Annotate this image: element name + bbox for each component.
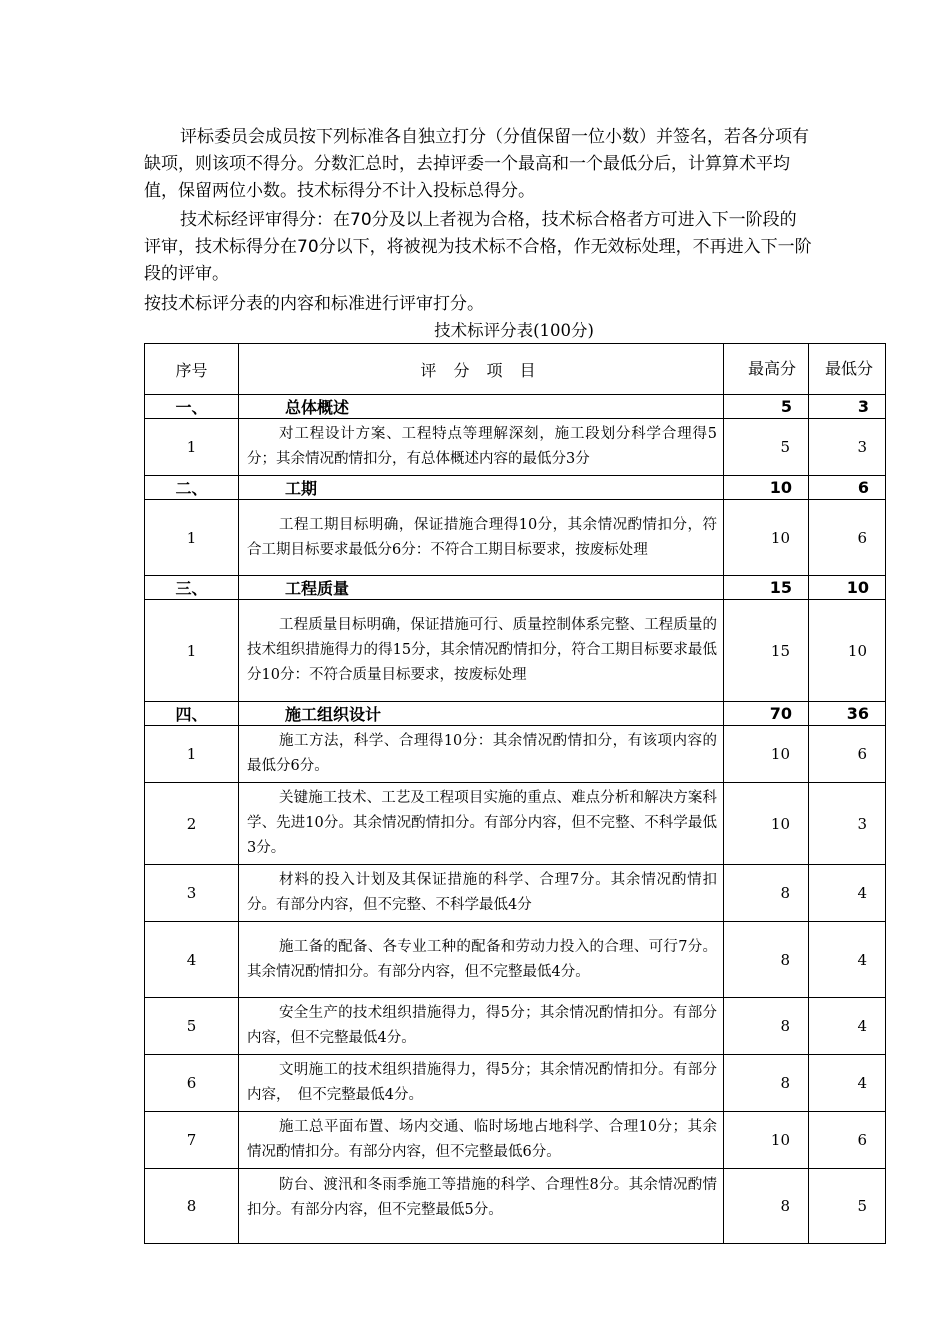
row-max: 15 [724,576,809,600]
row-max: 8 [724,865,809,922]
row-no: 4 [145,922,239,998]
row-no: 8 [145,1169,239,1244]
row-max: 5 [724,395,809,419]
table-row [145,726,886,783]
row-max: 8 [724,998,809,1055]
row-min: 10 [809,576,886,600]
row-item: 施工方法，科学、合理得10分：其余情况酌情扣分，有该项内容的最低分6分。 [239,726,724,783]
row-min: 4 [809,998,886,1055]
table-row [145,419,886,476]
row-min: 4 [809,1055,886,1112]
row-no: 1 [145,500,239,576]
row-max: 10 [724,1112,809,1169]
scoring-table [144,343,886,1244]
row-no: 5 [145,998,239,1055]
row-no: 二、 [145,476,239,500]
row-no: 1 [145,419,239,476]
row-min: 5 [809,1169,886,1244]
row-no: 7 [145,1112,239,1169]
row-no: 3 [145,865,239,922]
table-row [145,1112,886,1169]
intro-paragraph-1: 评标委员会成员按下列标准各自独立打分（分值保留一位小数）并签名，若各分项有缺项，则该项不得分。分数汇总时，去掉评委一个最高和一个最低分后，计算算术平均值，保留两位小数。技术标得分不计入投标总得分。 [144,127,809,201]
row-item: 工程质量 [239,576,724,600]
row-min: 6 [809,1112,886,1169]
row-no: 6 [145,1055,239,1112]
table-row [145,1169,886,1244]
row-item: 材料的投入计划及其保证措施的科学、合理7分。其余情况酌情扣分。有部分内容，但不完整、不科学最低4分 [239,865,724,922]
row-min: 6 [809,500,886,576]
row-no: 1 [145,600,239,702]
row-min: 3 [809,783,886,865]
row-max: 10 [724,476,809,500]
intro-paragraph-3: 按技术标评分表的内容和标准进行评审打分。 [144,294,484,314]
row-item: 关键施工技术、工艺及工程项目实施的重点、难点分析和解决方案科学、先进10分。其余情况酌情扣分。有部分内容，但不完整、不科学最低3分。 [239,783,724,865]
row-no: 2 [145,783,239,865]
table-row [145,600,886,702]
row-no: 四、 [145,702,239,726]
row-item: 文明施工的技术组织措施得力，得5分；其余情况酌情扣分。有部分内容， 但不完整最低4分。 [239,1055,724,1112]
row-item: 安全生产的技术组织措施得力，得5分；其余情况酌情扣分。有部分内容，但不完整最低4分。 [239,998,724,1055]
row-item: 工期 [239,476,724,500]
header-no: 序号 [145,344,239,395]
row-no: 一、 [145,395,239,419]
table-row [145,922,886,998]
row-max: 10 [724,500,809,576]
row-max: 8 [724,1169,809,1244]
table-row [145,865,886,922]
table-row [145,998,886,1055]
row-max: 70 [724,702,809,726]
row-max: 15 [724,600,809,702]
table-section-row [145,576,886,600]
row-item: 施工备的配备、各专业工种的配备和劳动力投入的合理、可行7分。其余情况酌情扣分。有部分内容，但不完整最低4分。 [239,922,724,998]
row-max: 10 [724,726,809,783]
header-max: 最高分 [724,344,809,395]
row-min: 36 [809,702,886,726]
table-row [145,783,886,865]
row-item: 工程工期目标明确，保证措施合理得10分，其余情况酌情扣分，符合工期目标要求最低分6分：不符合工期目标要求，按废标处理 [239,500,724,576]
row-min: 3 [809,395,886,419]
row-item: 总体概述 [239,395,724,419]
row-max: 8 [724,1055,809,1112]
table-row [145,1055,886,1112]
row-item: 工程质量目标明确，保证措施可行、质量控制体系完整、工程质量的技术组织措施得力的得15分，其余情况酌情扣分，符合工期目标要求最低分10分：不符合质量目标要求，按废标处理 [239,600,724,702]
row-item: 施工组织设计 [239,702,724,726]
header-min: 最低分 [809,344,886,395]
row-min: 3 [809,419,886,476]
row-min: 6 [809,726,886,783]
table-title: 技术标评分表(100分) [434,321,594,340]
header-item: 评 分 项 目 [239,344,724,395]
row-min: 10 [809,600,886,702]
row-no: 三、 [145,576,239,600]
intro-paragraph-2: 技术标经评审得分：在70分及以上者视为合格，技术标合格者方可进入下一阶段的评审，技术标得分在70分以下，将被视为技术标不合格，作无效标处理，不再进入下一阶段的评审。 [144,210,812,284]
row-max: 10 [724,783,809,865]
table-section-row [145,476,886,500]
row-min: 4 [809,922,886,998]
row-item: 对工程设计方案、工程特点等理解深刻，施工段划分科学合理得5分；其余情况酌情扣分，有总体概述内容的最低分3分 [239,419,724,476]
row-min: 4 [809,865,886,922]
table-header-row [145,344,886,395]
table-row [145,500,886,576]
table-section-row [145,395,886,419]
row-item: 防台、渡汛和冬雨季施工等措施的科学、合理性8分。其余情况酌情扣分。有部分内容，但不完整最低5分。 [239,1169,724,1244]
row-max: 5 [724,419,809,476]
row-min: 6 [809,476,886,500]
table-section-row [145,702,886,726]
row-item: 施工总平面布置、场内交通、临时场地占地科学、合理10分；其余情况酌情扣分。有部分内容，但不完整最低6分。 [239,1112,724,1169]
row-no: 1 [145,726,239,783]
row-max: 8 [724,922,809,998]
